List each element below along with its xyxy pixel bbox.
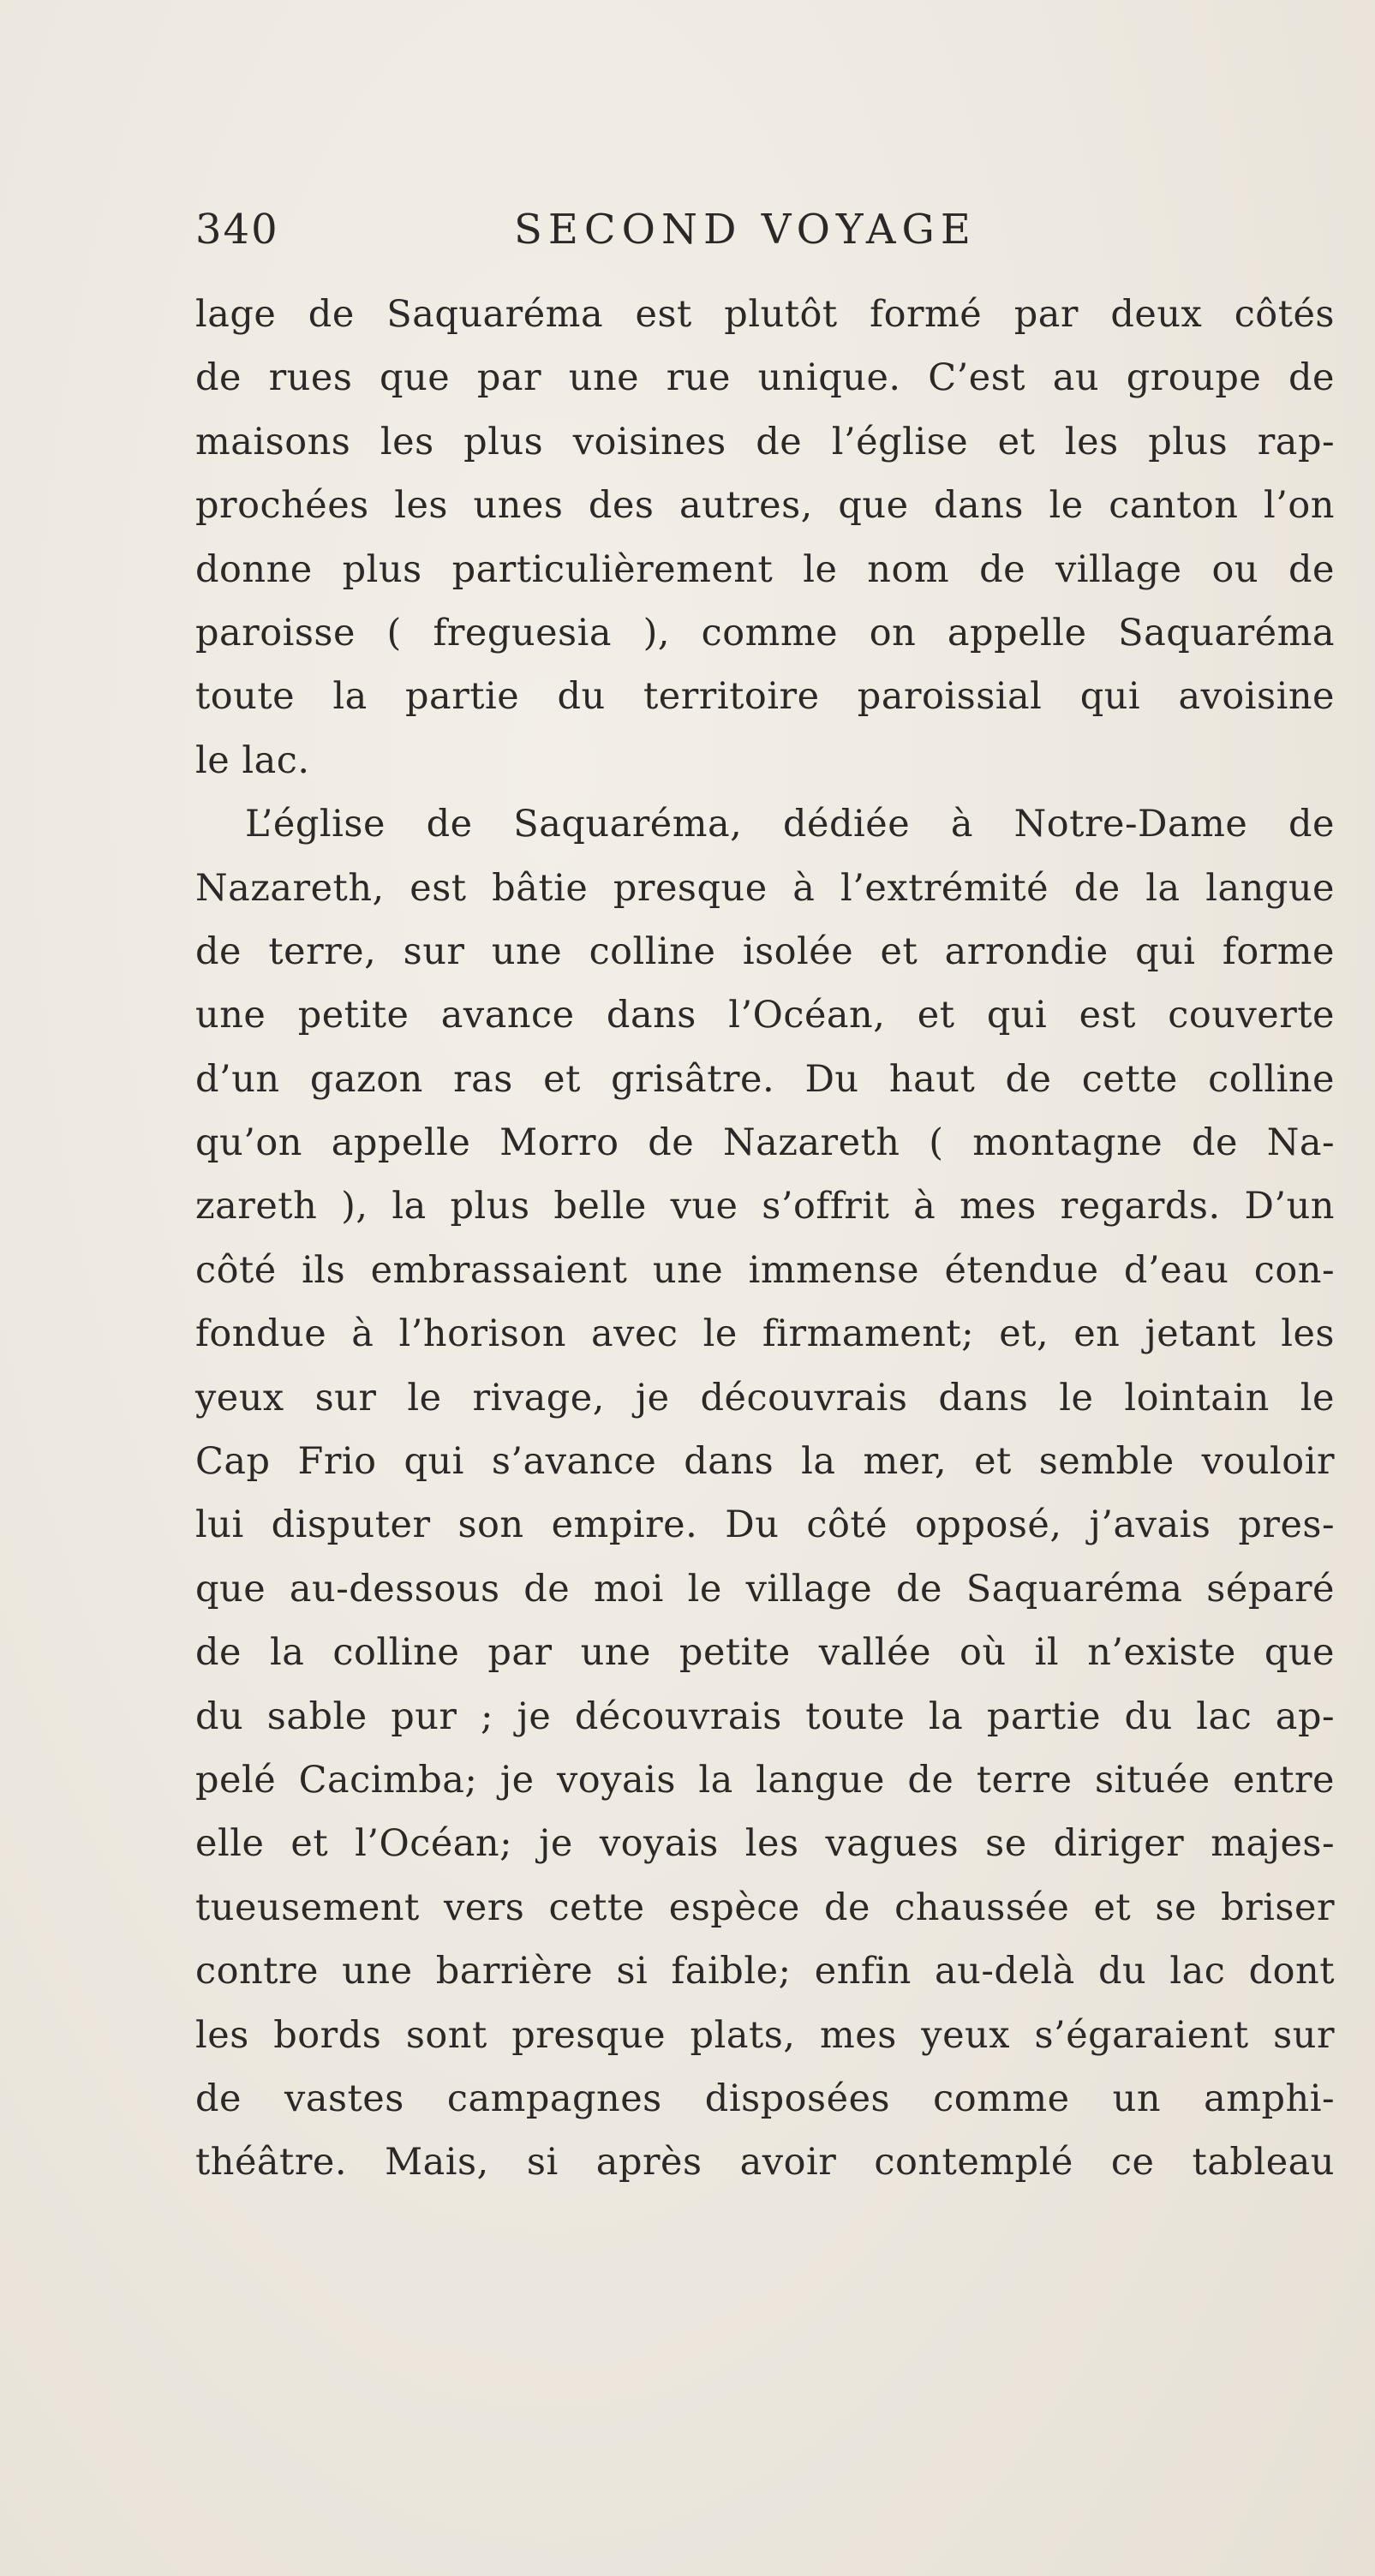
running-head [195,206,1335,274]
text-line: contre une barrière si faible; enfin au-delà du lac dont [195,1950,1335,1993]
text-line: pelé Cacimba; je voyais la langue de terre située entre [195,1758,1335,1802]
text-line: L’église de Saquaréma, dédiée à Notre-Dame de [245,803,1335,846]
text-line: paroisse ( freguesia ), comme on appelle Saquaréma [195,611,1335,654]
text-line: donne plus particulièrement le nom de village ou de [195,547,1335,591]
text-line: prochées les unes des autres, que dans le canton l’on [195,484,1335,528]
text-line: que au-dessous de moi le village de Saquaréma séparé [195,1567,1335,1611]
text-line: de rues que par une rue unique. C’est au groupe de [195,356,1335,400]
text-line: fondue à l’horison avec le firmament; et, en jetant les [195,1312,1335,1356]
text-line: le lac. [195,738,310,782]
text-line: de vastes campagnes disposées comme un amphi- [195,2077,1335,2120]
text-line: de la colline par une petite vallée où il n’existe que [195,1631,1335,1675]
text-line: lui disputer son empire. Du côté opposé, j’avais pres- [195,1503,1335,1547]
text-line: Nazareth, est bâtie presque à l’extrémité de la langue [195,866,1335,910]
text-line: qu’on appelle Morro de Nazareth ( montagne de Na- [195,1121,1335,1165]
text-line: les bords sont presque plats, mes yeux s’égaraient sur [195,2013,1335,2057]
text-line: Cap Frio qui s’avance dans la mer, et semble vouloir [195,1440,1335,1484]
text-line: yeux sur le rivage, je découvrais dans le lointain le [195,1376,1335,1419]
text-line: du sable pur ; je découvrais toute la partie du lac ap- [195,1694,1335,1738]
text-line: elle et l’Océan; je voyais les vagues se diriger majes- [195,1822,1335,1866]
text-line: d’un gazon ras et grisâtre. Du haut de cette colline [195,1057,1335,1101]
text-line: tueusement vers cette espèce de chaussée et se briser [195,1886,1335,1929]
text-line: une petite avance dans l’Océan, et qui est couverte [195,994,1335,1037]
page-number: 340 [195,206,279,254]
body-text [195,283,1335,2195]
text-line: maisons les plus voisines de l’église et les plus rap- [195,420,1335,463]
text-line: côté ils embrassaient une immense étendue d’eau con- [195,1248,1335,1292]
text-line: théâtre. Mais, si après avoir contemplé ce tableau [195,2141,1335,2185]
text-line: zareth ), la plus belle vue s’offrit à mes regards. D’un [195,1185,1335,1228]
running-title: SECOND VOYAGE [514,206,977,254]
text-line: toute la partie du territoire paroissial qui avoisine [195,675,1335,719]
text-line: lage de Saquaréma est plutôt formé par deux côtés [195,293,1335,336]
text-line: de terre, sur une colline isolée et arrondie qui forme [195,929,1335,973]
